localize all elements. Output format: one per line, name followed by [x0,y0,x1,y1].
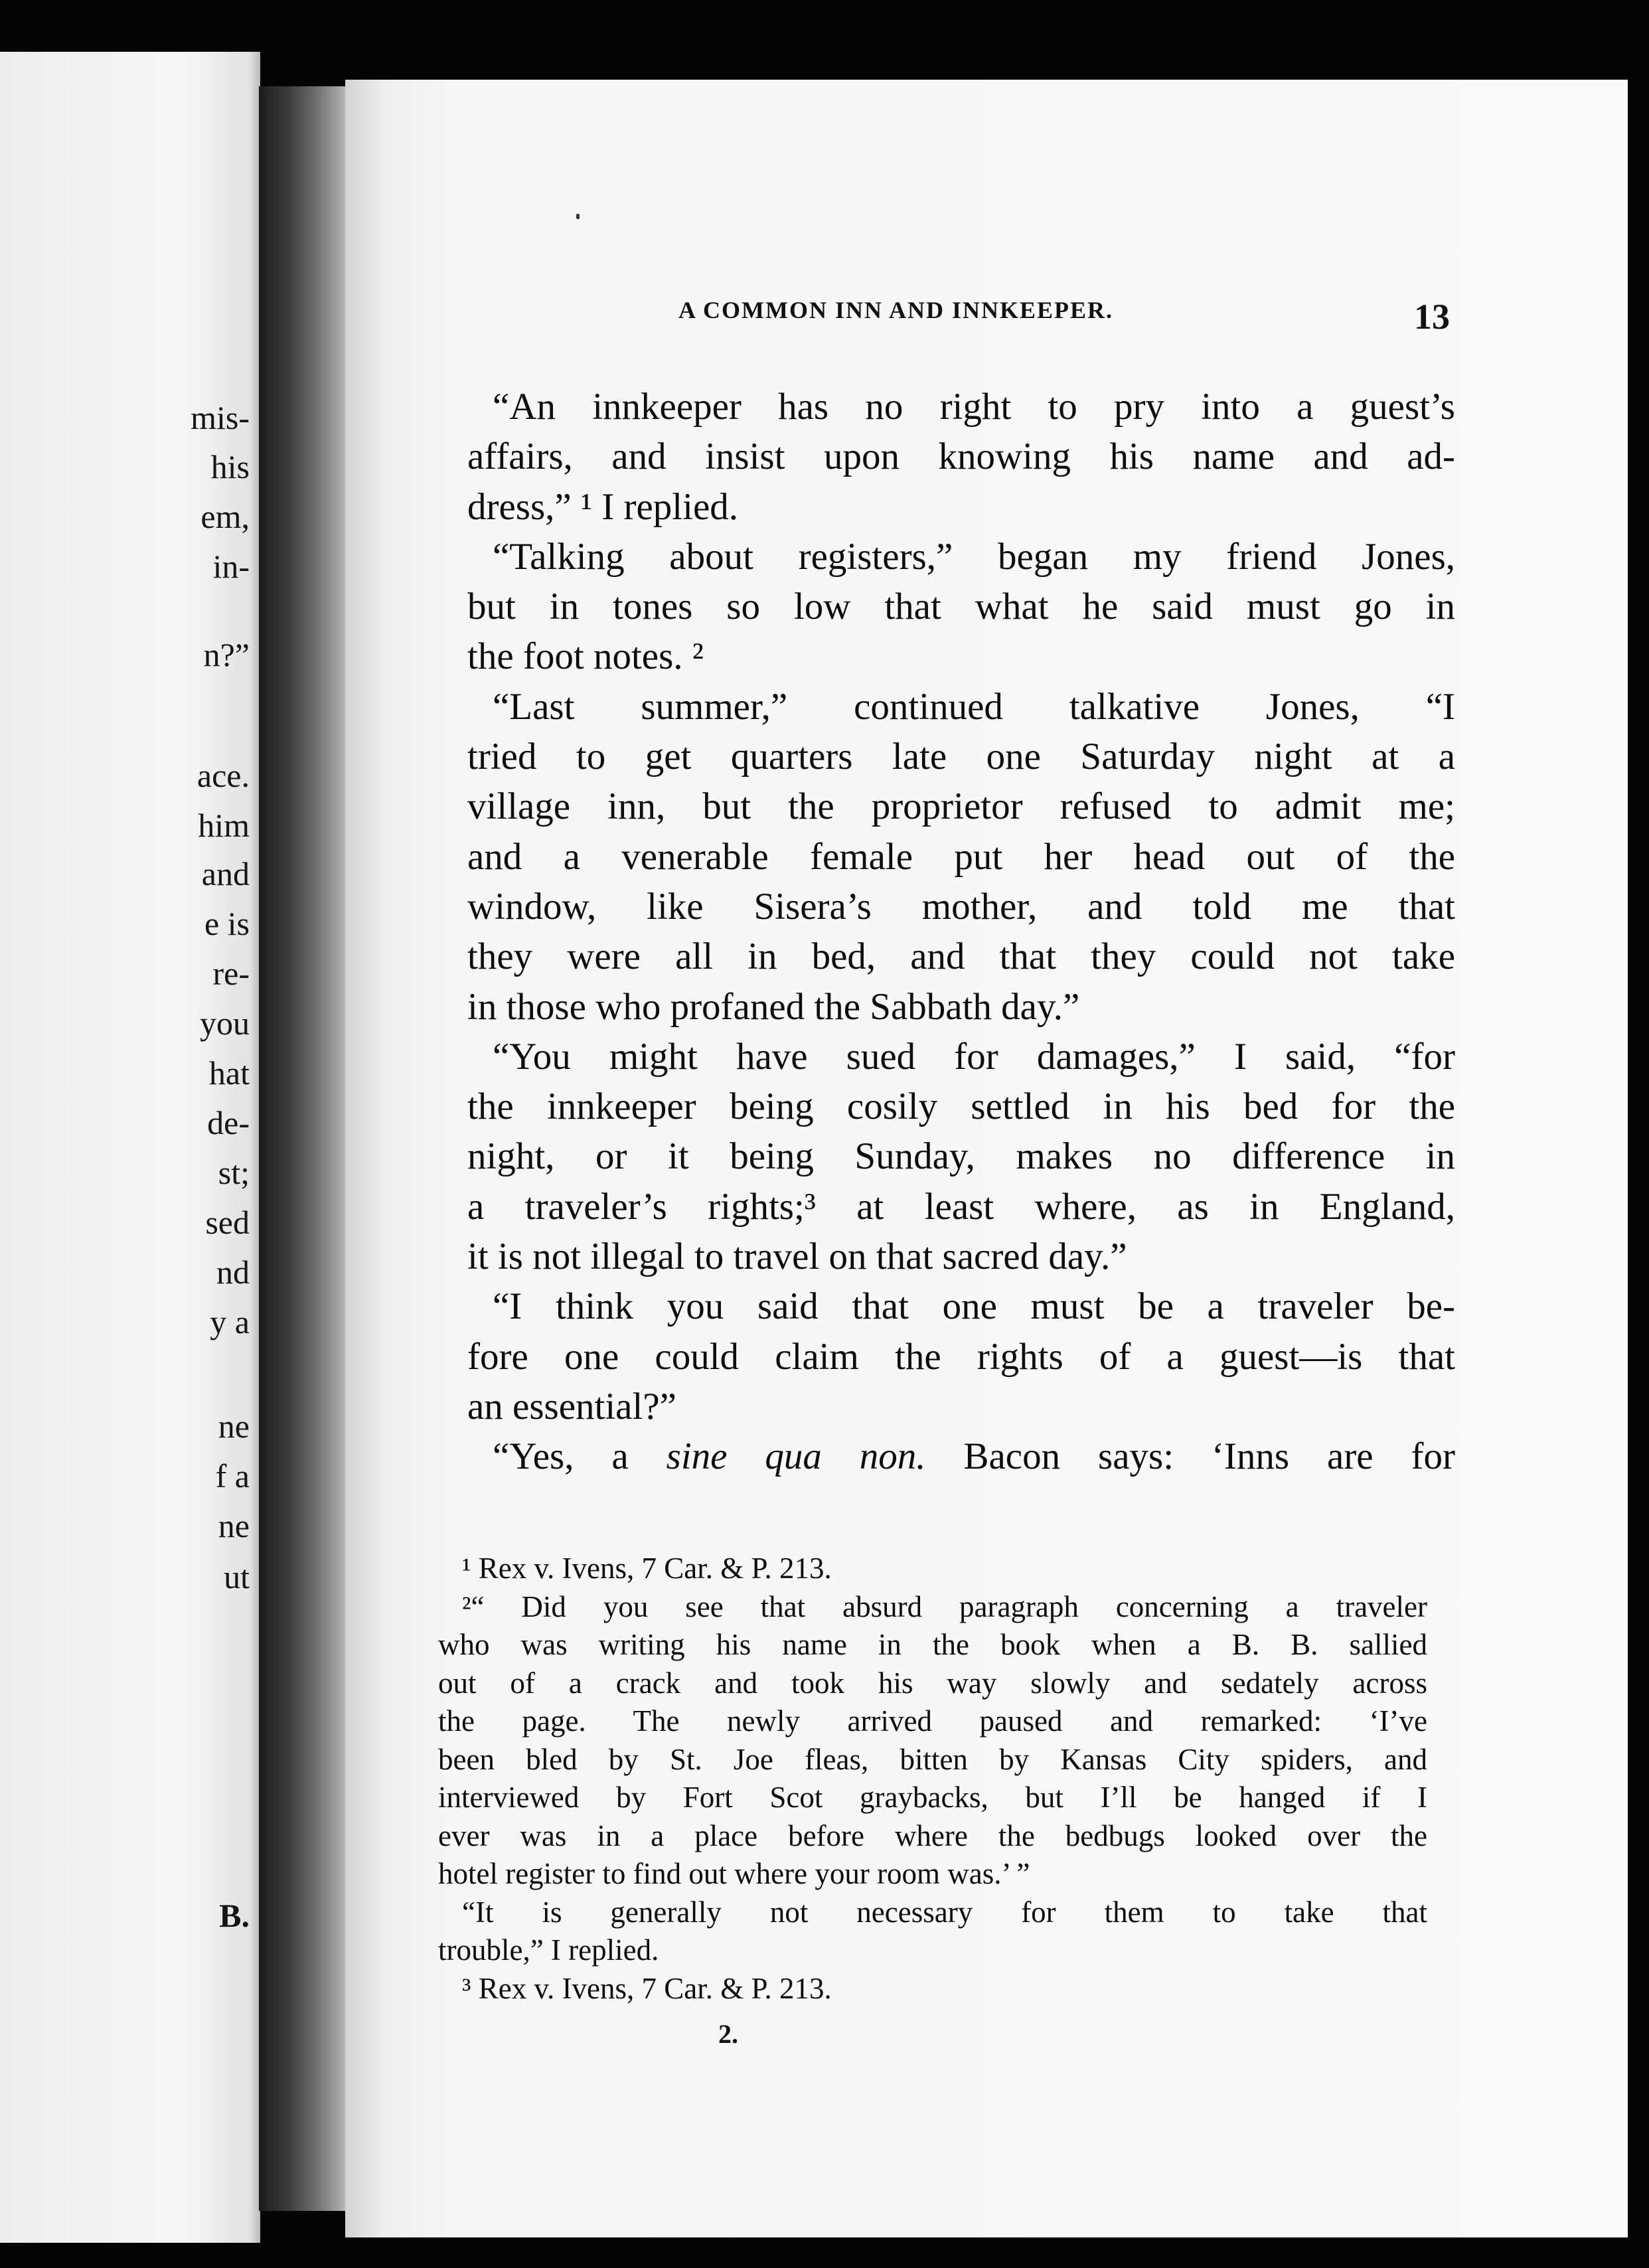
left-page-fragment: ne [218,1408,250,1445]
left-page-fragment: n?” [203,636,250,673]
left-page-fragment: B. [219,1897,250,1934]
body-line: “I think you said that one must be a traveler be- [493,1285,1455,1328]
left-page-fragment: and [201,855,250,892]
body-line: they were all in bed, and that they could not take [467,935,1455,978]
footnote-line: hotel register to find out where your room was.’ ” [438,1857,1030,1890]
page-number: 13 [1414,297,1450,337]
body-line [467,1431,1455,1481]
body-line: night, or it being Sunday, makes no difference in [467,1135,1455,1178]
left-page-fragment: st; [218,1154,250,1191]
left-page-fragment: ace. [196,757,250,794]
book-gutter [259,86,358,2211]
body-line: but in tones so low that what he said must go in [467,586,1455,628]
footnote-line: ¹ Rex v. Ivens, 7 Car. & P. 213. [462,1552,832,1585]
footnotes [438,1550,1427,2008]
left-page-fragment: e is [204,905,250,942]
body-line: “Last summer,” continued talkative Jones, “I [493,685,1455,728]
left-page-fragment: ne [218,1507,250,1544]
body-line: it is not illegal to travel on that sacred day.” [467,1236,1127,1278]
left-page-fragment: de- [207,1104,250,1141]
left-page-fragment: you [200,1005,250,1042]
left-page-fragment: his [210,448,250,485]
left-page-fragment: y a [210,1303,250,1340]
footnote-line: ³ Rex v. Ivens, 7 Car. & P. 213. [462,1971,832,2005]
left-page [0,52,260,2243]
left-page-fragment: f a [215,1457,250,1495]
left-page-fragment: nd [216,1254,250,1291]
left-page-fragment: ut [224,1558,250,1595]
body-line: tried to get quarters late one Saturday night at a [467,736,1455,778]
body-line: the innkeeper being cosily settled in his bed for the [467,1086,1455,1128]
left-page-fragment: hat [208,1054,250,1092]
signature-mark: 2. [718,2019,738,2049]
footnote-line: ²“ Did you see that absurd paragraph concerning a traveler [462,1589,1427,1623]
footnote-line: interviewed by Fort Scot graybacks, but I’ll be hanged if I [438,1781,1427,1814]
body-line: dress,” ¹ I replied. [467,485,739,528]
footnote-line: who was writing his name in the book when a B. B. sallied [438,1628,1427,1661]
left-page-fragment: re- [212,955,250,992]
body-line: “Talking about registers,” began my friend Jones, [493,535,1455,578]
body-line: affairs, and insist upon knowing his name and ad- [467,436,1455,478]
body-line: “You might have sued for damages,” I said, “for [493,1035,1455,1078]
body-line: and a venerable female put her head out of the [467,835,1455,878]
footnote-line: out of a crack and took his way slowly and sedately across [438,1666,1427,1700]
left-page-fragment: in- [212,548,250,585]
footnote-line: the page. The newly arrived paused and remarked: ‘I’ve [438,1704,1427,1738]
running-head: A COMMON INN AND INNKEEPER. [678,297,1114,323]
body-line: a traveler’s rights;³ at least where, as in England, [467,1185,1455,1228]
body-line: the foot notes. ² [467,635,704,678]
footnote-line: ever was in a place before where the bedbugs looked over the [438,1819,1427,1852]
body-line-start: “Yes, a [493,1435,667,1478]
body-line: window, like Sisera’s mother, and told me that [467,885,1455,928]
paper-speck [576,214,580,219]
body-line-end: Bacon says: ‘Inns are for [925,1435,1455,1478]
footnote-line: “It is generally not necessary for them to take that [462,1895,1427,1929]
body-line: village inn, but the proprietor refused to admit me; [467,785,1455,828]
left-page-fragment: sed [205,1204,250,1241]
footnote-line: trouble,” I replied. [438,1933,659,1967]
body-line: fore one could claim the rights of a guest—is that [467,1335,1455,1378]
latin-phrase: sine qua non. [666,1435,926,1478]
body-line: “An innkeeper has no right to pry into a guest’s [493,386,1455,428]
body-text [467,382,1455,1482]
left-page-fragment: em, [200,498,250,535]
footnote-line: been bled by St. Joe fleas, bitten by Kansas City spiders, and [438,1742,1427,1776]
left-page-fragment: mis- [191,399,250,436]
left-page-fragment: him [198,807,250,844]
body-line: in those who profaned the Sabbath day.” [467,985,1080,1028]
body-line: an essential?” [467,1385,676,1427]
